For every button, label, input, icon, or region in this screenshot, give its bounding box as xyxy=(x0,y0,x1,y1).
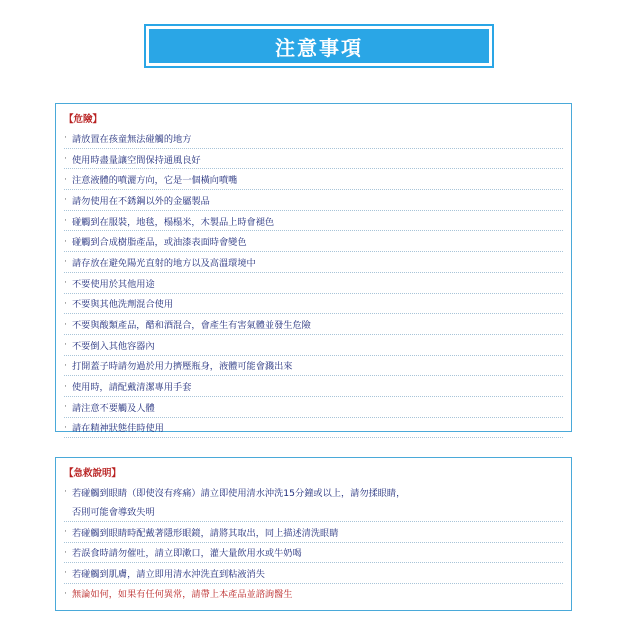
list-item xyxy=(64,335,563,356)
page-title: 注意事項 xyxy=(149,29,489,63)
list-item xyxy=(64,190,563,211)
bullet: · xyxy=(64,546,67,558)
list-item-text: 請注意不要觸及人體 xyxy=(72,402,155,414)
list-item xyxy=(64,397,563,418)
list-item xyxy=(64,273,563,294)
danger-heading: 【危險】 xyxy=(64,114,103,125)
bullet: · xyxy=(64,380,67,392)
first-aid-item-continuation: 否則可能會導致失明 xyxy=(64,502,563,523)
bullet: · xyxy=(64,132,67,144)
bullet: · xyxy=(64,215,67,227)
list-item xyxy=(64,252,563,273)
bullet: · xyxy=(64,256,67,268)
bullet: · xyxy=(64,567,67,579)
list-item-text: 請放置在孩童無法碰觸的地方 xyxy=(72,133,192,145)
danger-panel xyxy=(55,103,572,435)
title-banner xyxy=(144,24,494,68)
list-item xyxy=(64,418,563,439)
bullet: · xyxy=(64,173,67,185)
list-item xyxy=(64,149,563,170)
list-item-text: 若碰觸到眼睛時配戴著隱形眼鏡，請將其取出，同上描述清洗眼睛 xyxy=(72,527,339,539)
bullet: · xyxy=(64,235,67,247)
bullet: · xyxy=(64,297,67,309)
list-item-text: 若碰觸到肌膚，請立即用清水沖洗直到粘液消失 xyxy=(72,568,265,580)
list-item-text: 不要與酸類產品，醋和酒混合，會產生有害氣體並發生危險 xyxy=(72,320,311,332)
list-item-text: 不要倒入其他容器內 xyxy=(72,340,155,352)
list-item-text: 碰觸到在服裝，地毯，榻榻米，木製品上時會褪色 xyxy=(72,216,275,228)
list-item-text: 請存放在避免陽光直射的地方以及高溫環境中 xyxy=(72,257,256,269)
list-item xyxy=(64,543,563,564)
list-item xyxy=(64,522,563,543)
list-item xyxy=(64,211,563,232)
bullet: · xyxy=(64,421,67,433)
list-item-text: 若誤食時請勿催吐，請立即漱口，灌大量飲用水或牛奶喝 xyxy=(72,548,302,560)
bullet: · xyxy=(64,194,67,206)
bullet: · xyxy=(64,277,67,289)
list-item xyxy=(64,314,563,335)
bullet: · xyxy=(64,359,67,371)
list-item-text: 請在精神狀態佳時使用 xyxy=(72,423,164,435)
list-item xyxy=(64,231,563,252)
list-item-text: 使用時盡量讓空間保持通風良好 xyxy=(72,154,201,166)
bullet: · xyxy=(64,526,67,538)
list-item xyxy=(64,294,563,315)
first-aid-panel xyxy=(55,457,572,611)
list-item xyxy=(64,376,563,397)
first-aid-warning: · 無論如何，如果有任何異常，請帶上本產品並諮詢醫生 xyxy=(64,587,293,601)
list-item-text: 不要與其他洗劑混合使用 xyxy=(72,299,174,311)
danger-list xyxy=(64,128,563,438)
bullet: · xyxy=(64,153,67,165)
bullet: · xyxy=(64,339,67,351)
list-item xyxy=(64,563,563,584)
list-item-text: 碰觸到合成樹脂產品，或油漆表面時會變色 xyxy=(72,237,247,249)
list-item xyxy=(64,128,563,149)
first-aid-list xyxy=(64,522,563,584)
list-item-text: 注意液體的噴灑方向，它是一個橫向噴嘴 xyxy=(72,175,238,187)
list-item xyxy=(64,356,563,377)
list-item-text: 使用時，請配戴清潔專用手套 xyxy=(72,382,192,394)
list-item xyxy=(64,169,563,190)
list-item-text: 打開蓋子時請勿過於用力擠壓瓶身，液體可能會濺出來 xyxy=(72,361,293,373)
bullet: · xyxy=(64,401,67,413)
list-item-text: 不要使用於其他用途 xyxy=(72,278,155,290)
first-aid-heading: 【急救說明】 xyxy=(64,468,122,479)
first-aid-item: · 若碰觸到眼睛（即使沒有疼痛）請立即使用清水沖洗15分鐘或以上，請勿揉眼睛， xyxy=(64,486,406,499)
bullet: · xyxy=(64,318,67,330)
list-item-text: 請勿使用在不銹鋼以外的金屬製品 xyxy=(72,195,210,207)
